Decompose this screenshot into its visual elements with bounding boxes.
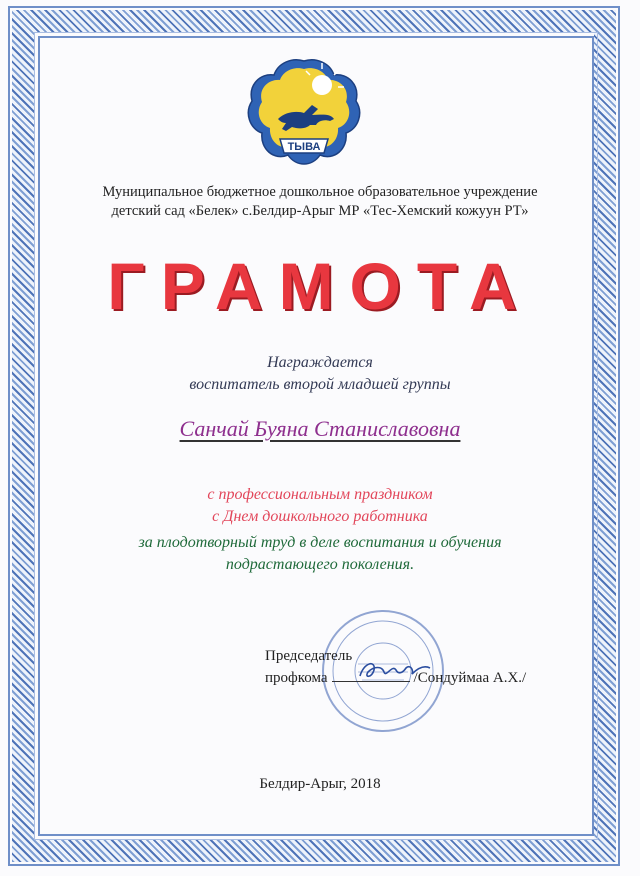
award-text — [100, 352, 540, 396]
signature-block — [265, 646, 605, 689]
merit-line-2: подрастающего поколения. — [225, 556, 415, 573]
organization-line-2: детский сад «Белек» с.Белдир-Арыг МР «Тес-Хемский кожуун РТ» — [111, 203, 529, 219]
award-line-1: Награждается — [267, 354, 373, 371]
merit-text — [70, 532, 570, 576]
handwritten-signature — [354, 656, 434, 684]
place-and-year: Белдир-Арыг, 2018 — [259, 776, 381, 792]
organization-line-1: Муниципальное бюджетное дошкольное образовательное учреждение — [102, 184, 538, 200]
congratulations-text — [100, 484, 540, 528]
signatory-name: /Сондуймаа А.Х./ — [413, 670, 527, 686]
signatory-title-line-1: Председатель — [265, 648, 353, 664]
organization-name — [60, 183, 580, 221]
tyva-emblem-icon — [246, 55, 362, 175]
congratulations-line-1: с профессиональным праздником — [207, 486, 433, 503]
merit-line-1: за плодотворный труд в деле воспитания и обучения — [138, 534, 502, 551]
emblem-label: ТЫВА — [287, 141, 321, 153]
award-line-2: воспитатель второй младшей группы — [189, 376, 451, 393]
certificate-title: ГРАМОТА — [107, 249, 533, 323]
congratulations-line-2: с Днем дошкольного работника — [212, 508, 428, 525]
recipient-name: Санчай Буяна Станиславовна — [179, 416, 461, 441]
signatory-title-line-2: профкома — [265, 670, 328, 686]
